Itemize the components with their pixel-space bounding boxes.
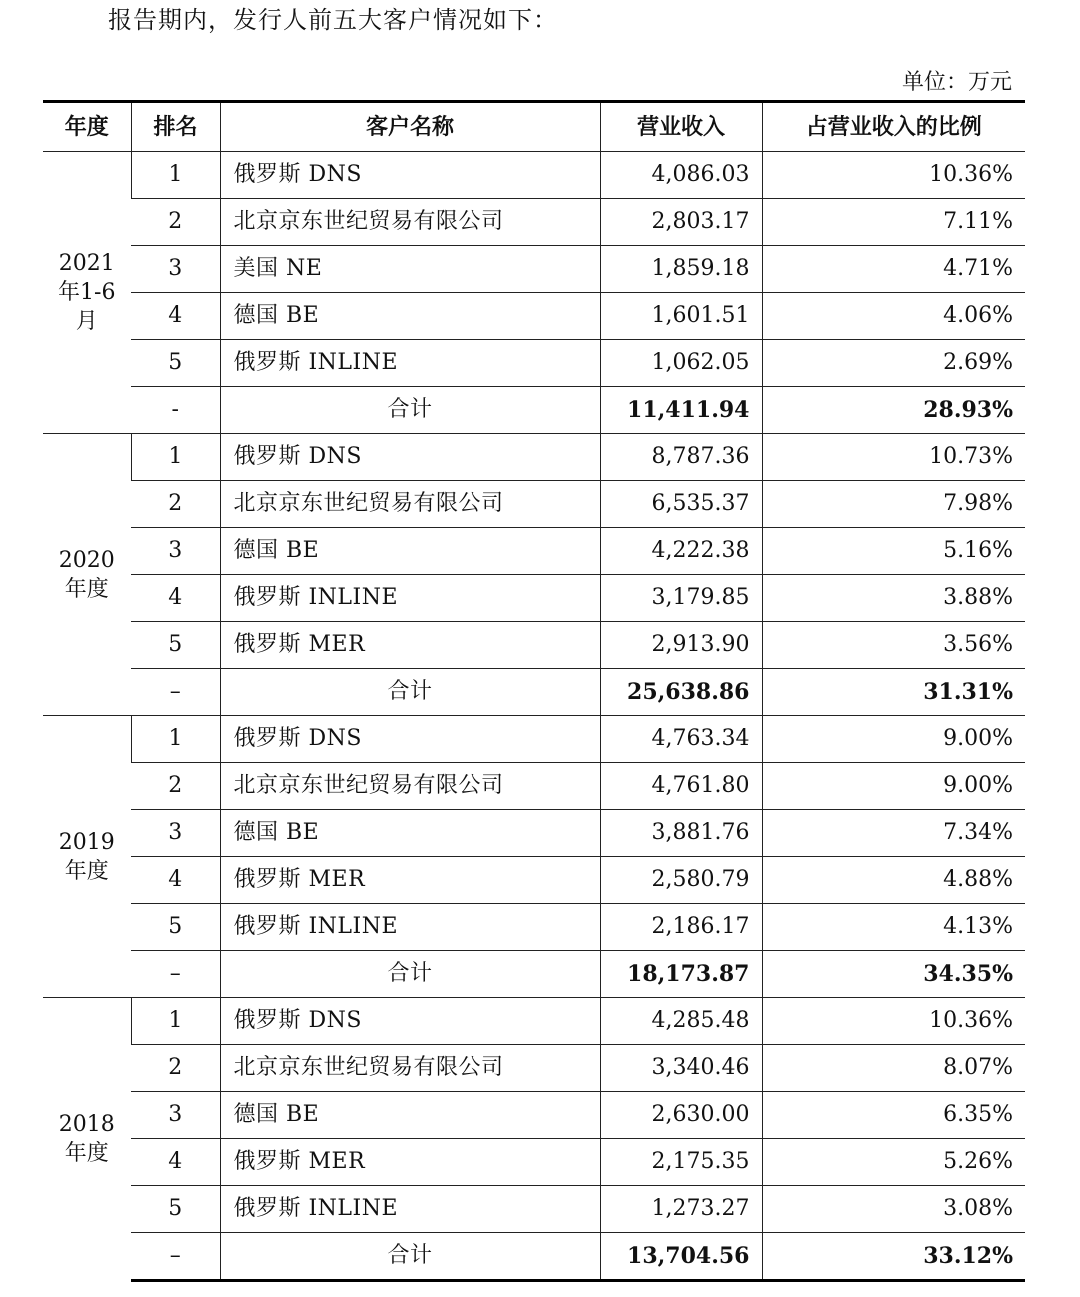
- revenue-share-cell: 9.00%: [762, 716, 1025, 763]
- total-label-cell: 合计: [220, 1233, 600, 1281]
- table-row: [43, 998, 1025, 1045]
- revenue-cell: 3,340.46: [600, 1045, 762, 1092]
- table-row: [43, 622, 1025, 669]
- rank-cell: –: [131, 669, 220, 716]
- customer-name-cell: 俄罗斯 MER: [220, 622, 600, 669]
- revenue-cell: 2,175.35: [600, 1139, 762, 1186]
- revenue-share-cell: 9.00%: [762, 763, 1025, 810]
- customer-name-cell: 俄罗斯 INLINE: [220, 904, 600, 951]
- revenue-share-cell: 10.36%: [762, 998, 1025, 1045]
- rank-cell: 1: [131, 716, 220, 763]
- customer-name-cell: 美国 NE: [220, 246, 600, 293]
- table-body: [43, 152, 1025, 1281]
- revenue-share-cell: 7.11%: [762, 199, 1025, 246]
- revenue-cell: 3,179.85: [600, 575, 762, 622]
- rank-cell: –: [131, 1233, 220, 1281]
- year-cell: [43, 998, 131, 1281]
- year-cell: [43, 152, 131, 434]
- revenue-cell: 2,913.90: [600, 622, 762, 669]
- total-revenue-cell: 11,411.94: [600, 387, 762, 434]
- rank-cell: 5: [131, 1186, 220, 1233]
- rank-cell: 1: [131, 998, 220, 1045]
- rank-cell: –: [131, 951, 220, 998]
- rank-cell: 2: [131, 199, 220, 246]
- year-label-line: 年度: [64, 858, 109, 884]
- total-share-cell: 31.31%: [762, 669, 1025, 716]
- revenue-cell: 2,580.79: [600, 857, 762, 904]
- table-header-row: [43, 102, 1025, 152]
- revenue-cell: 2,186.17: [600, 904, 762, 951]
- revenue-share-cell: 4.06%: [762, 293, 1025, 340]
- year-cell: [43, 434, 131, 716]
- revenue-cell: 4,761.80: [600, 763, 762, 810]
- revenue-cell: 4,763.34: [600, 716, 762, 763]
- intro-paragraph: 报告期内，发行人前五大客户情况如下：: [108, 6, 558, 34]
- table-row: [43, 340, 1025, 387]
- table-row: [43, 1139, 1025, 1186]
- header-customer-name: 客户名称: [220, 102, 600, 152]
- table-row: [43, 904, 1025, 951]
- rank-cell: 3: [131, 1092, 220, 1139]
- year-label-line: 年1-6: [58, 280, 116, 305]
- year-label-line: 年度: [64, 1141, 109, 1167]
- total-revenue-cell: 13,704.56: [600, 1233, 762, 1281]
- header-rank: 排名: [131, 102, 220, 152]
- customer-name-cell: 俄罗斯 DNS: [220, 998, 600, 1045]
- revenue-share-cell: 10.73%: [762, 434, 1025, 481]
- rank-cell: 4: [131, 1139, 220, 1186]
- revenue-share-cell: 4.71%: [762, 246, 1025, 293]
- revenue-share-cell: 4.13%: [762, 904, 1025, 951]
- header-year: 年度: [43, 102, 131, 152]
- customer-name-cell: 德国 BE: [220, 293, 600, 340]
- revenue-cell: 4,086.03: [600, 152, 762, 199]
- total-row: [43, 669, 1025, 716]
- year-label-line: 2021: [58, 251, 115, 276]
- total-row: [43, 387, 1025, 434]
- total-label-cell: 合计: [220, 669, 600, 716]
- revenue-share-cell: 7.34%: [762, 810, 1025, 857]
- revenue-share-cell: 5.16%: [762, 528, 1025, 575]
- table-row: [43, 293, 1025, 340]
- table-row: [43, 1092, 1025, 1139]
- rank-cell: 5: [131, 904, 220, 951]
- customer-name-cell: 德国 BE: [220, 528, 600, 575]
- rank-cell: 4: [131, 575, 220, 622]
- revenue-cell: 2,630.00: [600, 1092, 762, 1139]
- customer-name-cell: 北京京东世纪贸易有限公司: [220, 199, 600, 246]
- table-row: [43, 575, 1025, 622]
- table-row: [43, 246, 1025, 293]
- revenue-share-cell: 8.07%: [762, 1045, 1025, 1092]
- revenue-cell: 6,535.37: [600, 481, 762, 528]
- revenue-cell: 2,803.17: [600, 199, 762, 246]
- total-row: [43, 951, 1025, 998]
- rank-cell: 2: [131, 763, 220, 810]
- revenue-cell: 1,601.51: [600, 293, 762, 340]
- revenue-cell: 4,222.38: [600, 528, 762, 575]
- revenue-share-cell: 3.08%: [762, 1186, 1025, 1233]
- year-label-line: 2020: [58, 547, 115, 573]
- total-share-cell: 28.93%: [762, 387, 1025, 434]
- rank-cell: 1: [131, 434, 220, 481]
- rank-cell: 1: [131, 152, 220, 199]
- revenue-share-cell: 3.88%: [762, 575, 1025, 622]
- year-label-line: 2018: [58, 1112, 115, 1138]
- total-revenue-cell: 18,173.87: [600, 951, 762, 998]
- rank-cell: 3: [131, 246, 220, 293]
- total-label-cell: 合计: [220, 387, 600, 434]
- revenue-share-cell: 10.36%: [762, 152, 1025, 199]
- customer-name-cell: 北京京东世纪贸易有限公司: [220, 481, 600, 528]
- year-label-line: 月: [75, 309, 98, 334]
- table-row: [43, 1045, 1025, 1092]
- total-share-cell: 34.35%: [762, 951, 1025, 998]
- table-row: [43, 528, 1025, 575]
- customer-name-cell: 俄罗斯 INLINE: [220, 575, 600, 622]
- rank-cell: 4: [131, 293, 220, 340]
- rank-cell: 2: [131, 481, 220, 528]
- revenue-cell: 1,062.05: [600, 340, 762, 387]
- table-row: [43, 1186, 1025, 1233]
- customer-name-cell: 俄罗斯 DNS: [220, 434, 600, 481]
- revenue-cell: 3,881.76: [600, 810, 762, 857]
- customer-name-cell: 俄罗斯 MER: [220, 1139, 600, 1186]
- rank-cell: 5: [131, 340, 220, 387]
- revenue-cell: 8,787.36: [600, 434, 762, 481]
- unit-label: 单位：万元: [901, 70, 1012, 95]
- revenue-share-cell: 7.98%: [762, 481, 1025, 528]
- customer-name-cell: 俄罗斯 INLINE: [220, 340, 600, 387]
- header-revenue: 营业收入: [600, 102, 762, 152]
- revenue-share-cell: 4.88%: [762, 857, 1025, 904]
- year-cell: [43, 716, 131, 998]
- table-row: [43, 857, 1025, 904]
- year-label-line: 2019: [58, 829, 115, 855]
- customer-name-cell: 北京京东世纪贸易有限公司: [220, 1045, 600, 1092]
- revenue-share-cell: 5.26%: [762, 1139, 1025, 1186]
- rank-cell: 3: [131, 810, 220, 857]
- rank-cell: 3: [131, 528, 220, 575]
- customer-name-cell: 俄罗斯 INLINE: [220, 1186, 600, 1233]
- table-row: [43, 810, 1025, 857]
- revenue-share-cell: 2.69%: [762, 340, 1025, 387]
- rank-cell: 5: [131, 622, 220, 669]
- revenue-cell: 4,285.48: [600, 998, 762, 1045]
- revenue-share-cell: 6.35%: [762, 1092, 1025, 1139]
- customer-name-cell: 德国 BE: [220, 1092, 600, 1139]
- revenue-cell: 1,273.27: [600, 1186, 762, 1233]
- total-share-cell: 33.12%: [762, 1233, 1025, 1281]
- table-row: [43, 716, 1025, 763]
- revenue-cell: 1,859.18: [600, 246, 762, 293]
- top-five-customers-table: [43, 100, 1025, 1282]
- customer-name-cell: 德国 BE: [220, 810, 600, 857]
- table-row: [43, 481, 1025, 528]
- table-row: [43, 199, 1025, 246]
- revenue-share-cell: 3.56%: [762, 622, 1025, 669]
- year-label-line: 年度: [64, 576, 109, 602]
- customer-name-cell: 俄罗斯 MER: [220, 857, 600, 904]
- customer-name-cell: 俄罗斯 DNS: [220, 716, 600, 763]
- table-row: [43, 434, 1025, 481]
- rank-cell: 2: [131, 1045, 220, 1092]
- rank-cell: 4: [131, 857, 220, 904]
- total-revenue-cell: 25,638.86: [600, 669, 762, 716]
- customer-name-cell: 北京京东世纪贸易有限公司: [220, 763, 600, 810]
- table-row: [43, 152, 1025, 199]
- table-row: [43, 763, 1025, 810]
- header-revenue-share: 占营业收入的比例: [762, 102, 1025, 152]
- rank-cell: -: [131, 387, 220, 434]
- total-row: [43, 1233, 1025, 1281]
- total-label-cell: 合计: [220, 951, 600, 998]
- customer-name-cell: 俄罗斯 DNS: [220, 152, 600, 199]
